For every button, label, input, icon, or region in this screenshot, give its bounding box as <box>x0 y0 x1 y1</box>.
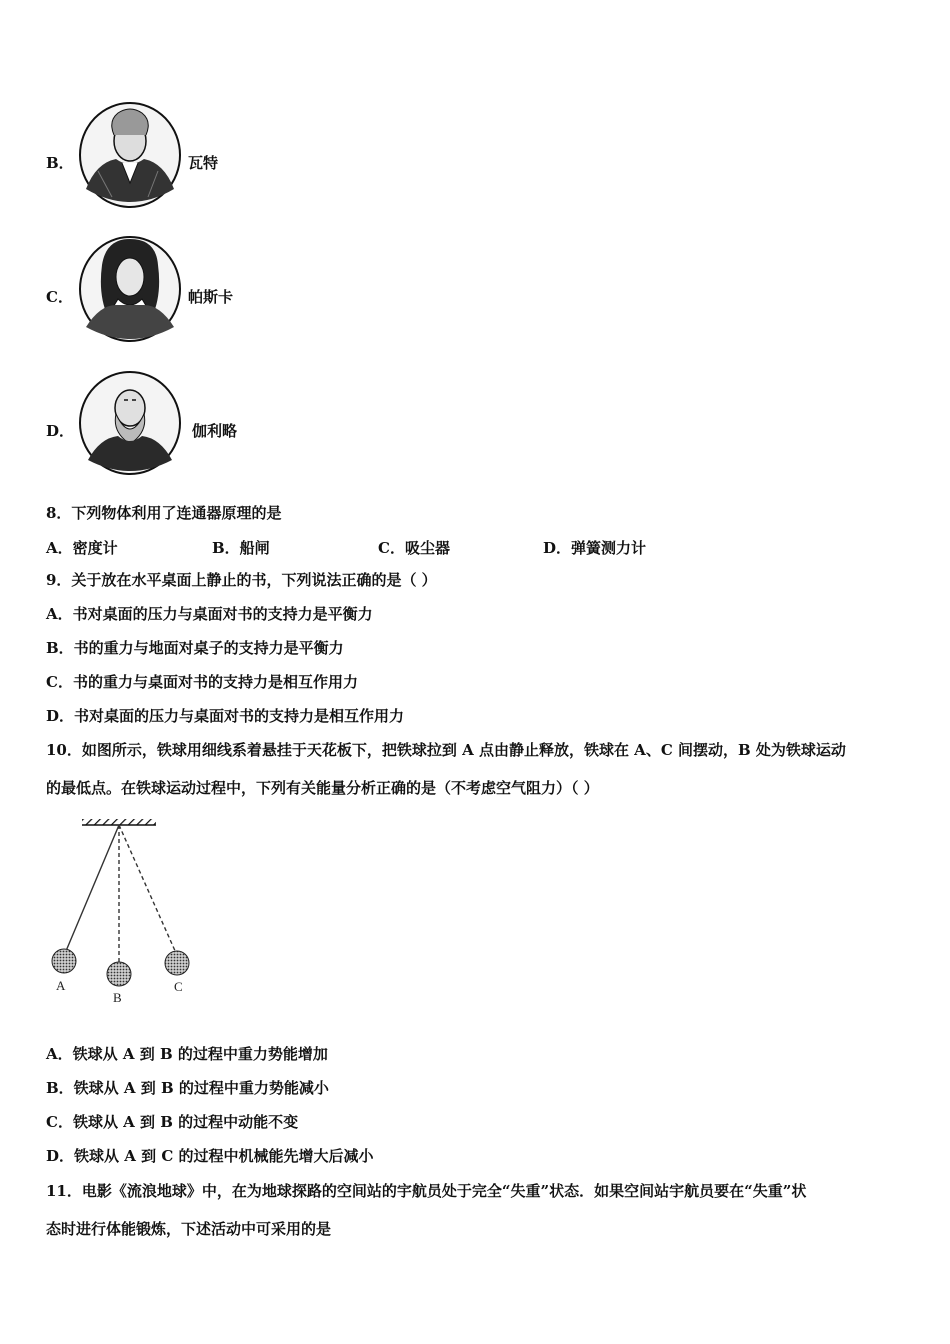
q10-stem-line1: 10．如图所示，铁球用细线系着悬挂于天花板下，把铁球拉到 A 点由静止释放，铁球在 A、C 间摆动，B 处为铁球运动 <box>46 741 846 759</box>
q8-option-a: A．密度计 <box>46 539 118 557</box>
portrait-pascal-icon <box>78 235 182 343</box>
q8-options <box>0 537 950 557</box>
label-c: C <box>174 979 183 994</box>
string-a <box>66 825 119 951</box>
label-a: A <box>56 978 66 993</box>
q10-stem-line2: 的最低点。在铁球运动过程中，下列有关能量分析正确的是（不考虑空气阻力）（ ） <box>46 779 599 797</box>
pendulum-figure <box>44 815 204 1010</box>
q11-stem-line1: 11．电影《流浪地球》中，在为地球探路的空间站的宇航员处于完全“失重”状态．如果空间站宇航员要在“失重”状 <box>46 1182 807 1200</box>
q10-option-d: D．铁球从 A 到 C 的过程中机械能先增大后减小 <box>46 1147 374 1165</box>
ball-b <box>107 962 131 986</box>
label-b: B <box>113 990 122 1005</box>
q8-stem: 8．下列物体利用了连通器原理的是 <box>46 504 282 522</box>
q9-option-b: B．书的重力与地面对桌子的支持力是平衡力 <box>46 639 344 657</box>
q11-stem-line2: 态时进行体能锻炼，下述活动中可采用的是 <box>46 1220 332 1238</box>
string-c <box>119 825 176 953</box>
q8-option-d: D．弹簧测力计 <box>543 539 647 557</box>
ball-c <box>165 951 189 975</box>
q10-option-a: A．铁球从 A 到 B 的过程中重力势能增加 <box>46 1045 328 1063</box>
name-pascal: 帕斯卡 <box>188 288 234 306</box>
q9-option-d: D．书对桌面的压力与桌面对书的支持力是相互作用力 <box>46 707 405 725</box>
ceiling <box>82 819 156 825</box>
q10-option-c: C．铁球从 A 到 B 的过程中动能不变 <box>46 1113 299 1131</box>
q8-option-c: C．吸尘器 <box>378 539 450 557</box>
name-galileo: 伽利略 <box>192 422 238 440</box>
option-letter-b: B． <box>46 154 74 172</box>
q10-option-b: B．铁球从 A 到 B 的过程中重力势能减小 <box>46 1079 329 1097</box>
name-watt: 瓦特 <box>188 154 219 172</box>
q8-option-b: B．船闸 <box>212 539 270 557</box>
q9-option-a: A．书对桌面的压力与桌面对书的支持力是平衡力 <box>46 605 373 623</box>
option-letter-c: C． <box>46 288 73 306</box>
option-letter-d: D． <box>46 422 75 440</box>
q9-option-c: C．书的重力与桌面对书的支持力是相互作用力 <box>46 673 358 691</box>
q9-stem: 9．关于放在水平桌面上静止的书，下列说法正确的是（ ） <box>46 571 437 589</box>
portrait-watt-icon <box>78 101 182 209</box>
ball-a <box>52 949 76 973</box>
portrait-galileo-icon <box>78 370 182 476</box>
